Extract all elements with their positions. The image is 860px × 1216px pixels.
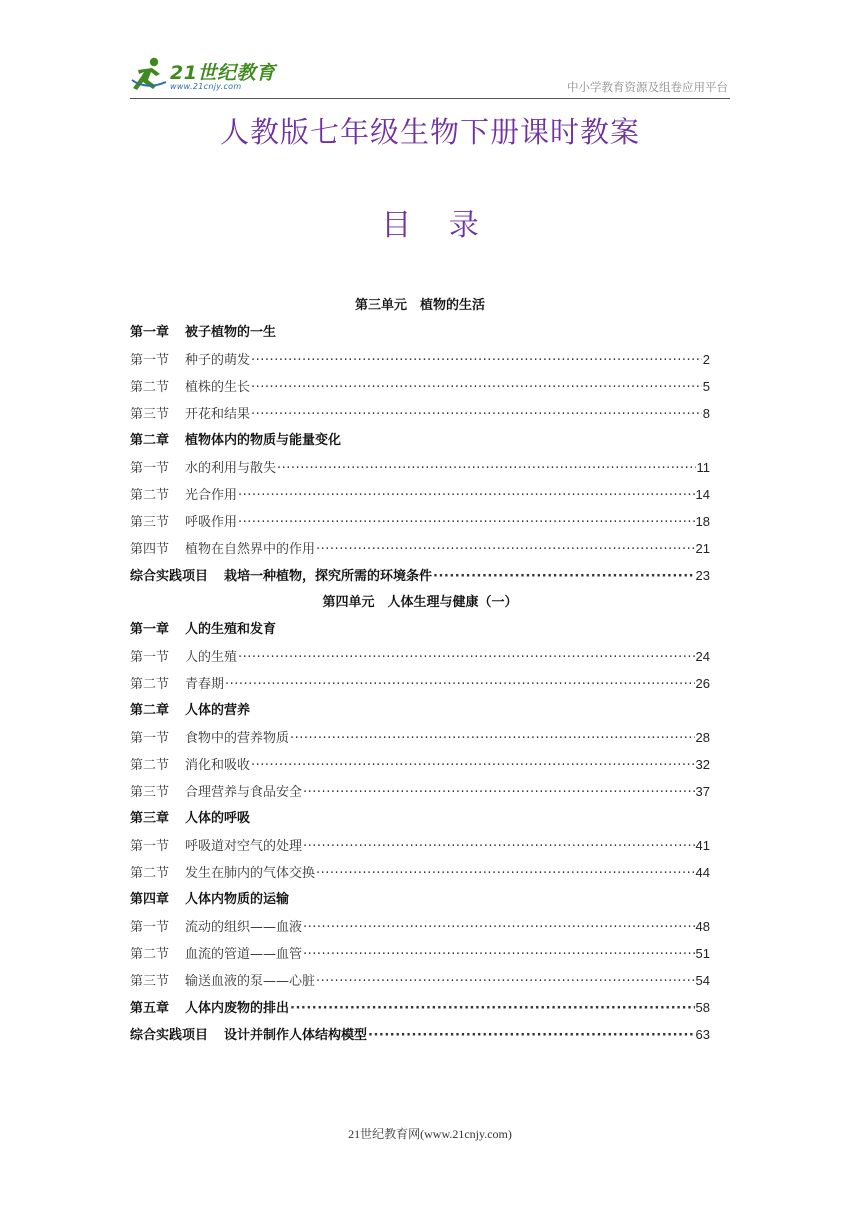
- toc-dot-leader: [290, 725, 695, 752]
- toc-page-number: 24: [695, 649, 710, 664]
- toc-entry-label: [130, 482, 237, 509]
- toc-entry-title: 人体的营养: [185, 703, 251, 718]
- toc-dot-leader: [303, 914, 695, 941]
- toc-page-number: 44: [695, 865, 710, 880]
- page-header: [130, 56, 730, 98]
- toc-page-number: 8: [702, 406, 710, 421]
- toc-entry-title: 被子植物的一生: [185, 325, 277, 340]
- toc-page-number: 28: [695, 730, 710, 745]
- toc-section-entry[interactable]: [130, 832, 710, 859]
- toc-chapter-entry[interactable]: [130, 319, 710, 346]
- toc-entry-label: [130, 860, 315, 887]
- toc-dot-leader: [238, 482, 695, 509]
- toc-entry-title: 植株的生长: [185, 380, 251, 395]
- table-of-contents: [130, 292, 710, 1048]
- toc-dot-leader: [303, 833, 695, 860]
- toc-section-entry[interactable]: [130, 859, 710, 886]
- toc-entry-number: 第一节: [130, 650, 170, 665]
- toc-dot-leader: [368, 1022, 695, 1049]
- toc-entry-title: 光合作用: [185, 488, 238, 503]
- logo-url: www.21cnjy.com: [170, 82, 242, 91]
- toc-entry-title: 发生在肺内的气体交换: [185, 866, 316, 881]
- site-logo[interactable]: [130, 56, 290, 96]
- toc-entry-number: 第三节: [130, 407, 170, 422]
- toc-entry-title: 青春期: [185, 677, 225, 692]
- toc-dot-leader: [238, 644, 695, 671]
- toc-entry-title: 植物在自然界中的作用: [185, 542, 316, 557]
- toc-chapter-entry[interactable]: [130, 562, 710, 589]
- toc-chapter-entry[interactable]: [130, 805, 710, 832]
- toc-page-number: 48: [695, 919, 710, 934]
- toc-entry-label: [130, 563, 432, 590]
- toc-entry-label: [130, 509, 237, 536]
- toc-entry-title: 呼吸道对空气的处理: [185, 839, 303, 854]
- toc-entry-title: 水的利用与散失: [185, 461, 277, 476]
- toc-entry-title: 植物体内的物质与能量变化: [185, 433, 342, 448]
- runner-icon: [130, 56, 170, 94]
- toc-section-entry[interactable]: [130, 454, 710, 481]
- toc-entry-number: 第二章: [130, 433, 170, 448]
- toc-section-entry[interactable]: [130, 751, 710, 778]
- toc-section-entry[interactable]: [130, 913, 710, 940]
- toc-chapter-entry[interactable]: [130, 697, 710, 724]
- toc-chapter-entry[interactable]: [130, 427, 710, 454]
- toc-entry-number: 第一节: [130, 461, 170, 476]
- toc-entry-number: 第二节: [130, 866, 170, 881]
- toc-section-entry[interactable]: [130, 670, 710, 697]
- toc-page-number: 41: [695, 838, 710, 853]
- toc-dot-leader: [251, 374, 702, 401]
- toc-section-entry[interactable]: [130, 481, 710, 508]
- toc-entry-number: 综合实践项目: [130, 569, 209, 584]
- toc-page-number: 37: [695, 784, 710, 799]
- toc-entry-number: 第四章: [130, 892, 170, 907]
- toc-entry-number: 第二节: [130, 947, 170, 962]
- toc-entry-title: 人的生殖和发育: [185, 622, 277, 637]
- toc-dot-leader: [303, 941, 695, 968]
- toc-entry-number: 第一章: [130, 622, 170, 637]
- toc-heading: 目 录: [381, 208, 493, 243]
- toc-entry-label: [130, 536, 315, 563]
- toc-entry-number: 第三节: [130, 515, 170, 530]
- toc-section-entry[interactable]: [130, 346, 710, 373]
- toc-entry-label: [130, 319, 276, 346]
- page-footer: 21世纪教育网(www.21cnjy.com): [348, 1127, 512, 1141]
- toc-entry-label: [130, 995, 289, 1022]
- toc-dot-leader: [316, 968, 695, 995]
- toc-entry-title: 人体内废物的排出: [185, 1001, 290, 1016]
- toc-page-number: 18: [695, 514, 710, 529]
- toc-entry-number: 第二章: [130, 703, 170, 718]
- header-slogan: 中小学教育资源及组卷应用平台: [567, 80, 728, 94]
- toc-entry-title: 消化和吸收: [185, 758, 251, 773]
- toc-entry-number: 第一章: [130, 325, 170, 340]
- toc-entry-label: [130, 752, 250, 779]
- toc-dot-leader: [238, 509, 695, 536]
- toc-entry-label: [130, 455, 276, 482]
- toc-page-number: 2: [702, 352, 710, 367]
- toc-entry-number: 第二节: [130, 380, 170, 395]
- toc-chapter-entry[interactable]: [130, 616, 710, 643]
- toc-dot-leader: [251, 347, 702, 374]
- toc-dot-leader: [290, 995, 695, 1022]
- toc-entry-title: 设计并制作人体结构模型: [224, 1028, 368, 1043]
- toc-entry-label: [130, 347, 250, 374]
- toc-page-number: 54: [695, 973, 710, 988]
- toc-page-number: 51: [695, 946, 710, 961]
- toc-section-entry[interactable]: [130, 535, 710, 562]
- toc-page-number: 26: [695, 676, 710, 691]
- toc-dot-leader: [316, 860, 695, 887]
- toc-entry-number: 第一节: [130, 353, 170, 368]
- toc-page-number: 23: [695, 568, 710, 583]
- toc-page-number: 14: [695, 487, 710, 502]
- toc-entry-title: 呼吸作用: [185, 515, 238, 530]
- toc-entry-number: 第二节: [130, 677, 170, 692]
- toc-dot-leader: [433, 563, 695, 590]
- logo-text: 21世纪教育: [170, 62, 276, 84]
- toc-page-number: 32: [695, 757, 710, 772]
- toc-entry-number: 第三章: [130, 811, 170, 826]
- toc-entry-number: 第三节: [130, 974, 170, 989]
- toc-entry-title: 栽培一种植物，探究所需的环境条件: [224, 569, 433, 584]
- toc-unit-heading: 第三单元 植物的生活: [354, 298, 485, 313]
- toc-section-entry[interactable]: [130, 940, 710, 967]
- toc-section-entry[interactable]: [130, 643, 710, 670]
- toc-entry-label: [130, 833, 302, 860]
- toc-entry-title: 血流的管道——血管: [185, 947, 303, 962]
- toc-entry-label: [130, 941, 302, 968]
- toc-entry-label: [130, 968, 315, 995]
- toc-entry-number: 综合实践项目: [130, 1028, 209, 1043]
- toc-entry-title: 开花和结果: [185, 407, 251, 422]
- toc-entry-label: [130, 805, 250, 832]
- toc-entry-title: 人体内物质的运输: [185, 892, 290, 907]
- toc-entry-label: [130, 616, 276, 643]
- toc-entry-label: [130, 427, 341, 454]
- toc-entry-title: 人体的呼吸: [185, 811, 251, 826]
- toc-page-number: 21: [695, 541, 710, 556]
- toc-section-entry[interactable]: [130, 724, 710, 751]
- toc-entry-number: 第四节: [130, 542, 170, 557]
- toc-dot-leader: [303, 779, 695, 806]
- toc-page-number: 11: [696, 460, 710, 475]
- toc-section-entry[interactable]: [130, 508, 710, 535]
- toc-entry-label: [130, 671, 224, 698]
- toc-chapter-entry[interactable]: [130, 886, 710, 913]
- toc-entry-title: 食物中的营养物质: [185, 731, 290, 746]
- toc-dot-leader: [251, 401, 702, 428]
- toc-page-number: 5: [702, 379, 710, 394]
- toc-dot-leader: [251, 752, 695, 779]
- toc-entry-label: [130, 374, 250, 401]
- toc-entry-label: [130, 401, 250, 428]
- toc-entry-label: [130, 644, 237, 671]
- toc-entry-title: 合理营养与食品安全: [185, 785, 303, 800]
- toc-entry-title: 流动的组织——血液: [185, 920, 303, 935]
- toc-entry-number: 第五章: [130, 1001, 170, 1016]
- toc-entry-label: [130, 1022, 367, 1049]
- toc-entry-title: 种子的萌发: [185, 353, 251, 368]
- toc-chapter-entry[interactable]: [130, 1021, 710, 1048]
- toc-section-entry[interactable]: [130, 400, 710, 427]
- toc-section-entry[interactable]: [130, 373, 710, 400]
- toc-entry-label: [130, 697, 250, 724]
- toc-entry-number: 第二节: [130, 488, 170, 503]
- toc-dot-leader: [225, 671, 695, 698]
- toc-page-number: 58: [695, 1000, 710, 1015]
- toc-entry-title: 人的生殖: [185, 650, 238, 665]
- toc-entry-label: [130, 886, 289, 913]
- toc-entry-number: 第二节: [130, 758, 170, 773]
- toc-dot-leader: [316, 536, 695, 563]
- toc-entry-title: 输送血液的泵——心脏: [185, 974, 316, 989]
- toc-entry-number: 第一节: [130, 839, 170, 854]
- header-divider: [130, 98, 730, 99]
- toc-section-entry[interactable]: [130, 778, 710, 805]
- toc-page-number: 63: [695, 1027, 710, 1042]
- toc-chapter-entry[interactable]: [130, 994, 710, 1021]
- toc-unit-heading: 第四单元 人体生理与健康（一）: [322, 595, 518, 610]
- document-title: 人教版七年级生物下册课时教案: [219, 115, 640, 149]
- toc-section-entry[interactable]: [130, 967, 710, 994]
- toc-entry-number: 第一节: [130, 920, 170, 935]
- toc-dot-leader: [277, 455, 695, 482]
- toc-entry-number: 第三节: [130, 785, 170, 800]
- toc-entry-label: [130, 914, 302, 941]
- toc-entry-label: [130, 779, 302, 806]
- toc-entry-label: [130, 725, 289, 752]
- toc-entry-number: 第一节: [130, 731, 170, 746]
